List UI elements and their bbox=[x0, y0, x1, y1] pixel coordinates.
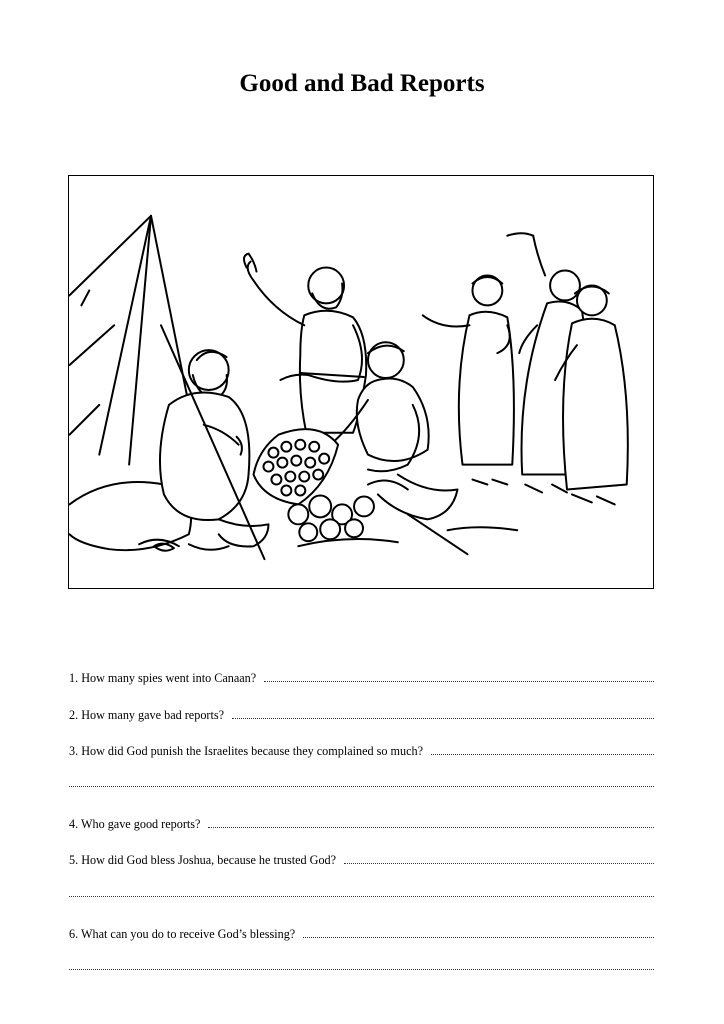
grape-cluster-drawing bbox=[254, 429, 339, 504]
answer-6-extra-line[interactable] bbox=[69, 969, 654, 970]
spies-illustration bbox=[69, 176, 653, 588]
question-1 bbox=[69, 666, 654, 686]
question-2-text: 2. How many gave bad reports? bbox=[69, 708, 225, 722]
answer-6-field[interactable] bbox=[303, 937, 654, 938]
question-3 bbox=[69, 739, 654, 759]
answer-4-field[interactable] bbox=[208, 827, 654, 828]
answer-1-field[interactable] bbox=[264, 681, 654, 682]
question-4 bbox=[69, 812, 654, 832]
illustration-frame bbox=[68, 175, 654, 589]
answer-2-field[interactable] bbox=[232, 718, 654, 719]
question-4-text: 4. Who gave good reports? bbox=[69, 817, 201, 831]
answer-3-extra-line[interactable] bbox=[69, 786, 654, 787]
central-man-drawing bbox=[244, 254, 366, 433]
question-6 bbox=[69, 922, 654, 942]
question-6-text: 6. What can you do to receive God’s blessing? bbox=[69, 927, 296, 941]
question-5-text: 5. How did God bless Joshua, because he trusted God? bbox=[69, 853, 337, 867]
question-5 bbox=[69, 848, 654, 868]
answer-3-field[interactable] bbox=[431, 754, 654, 755]
answer-5-field[interactable] bbox=[344, 863, 654, 864]
page-title: Good and Bad Reports bbox=[239, 70, 485, 97]
answer-5-extra-line[interactable] bbox=[69, 896, 654, 897]
question-1-text: 1. How many spies went into Canaan? bbox=[69, 671, 257, 685]
spy-group-drawing bbox=[423, 233, 628, 504]
seated-elder-drawing bbox=[160, 350, 268, 550]
question-2 bbox=[69, 703, 654, 723]
question-3-text: 3. How did God punish the Israelites because they complained so much? bbox=[69, 744, 424, 758]
